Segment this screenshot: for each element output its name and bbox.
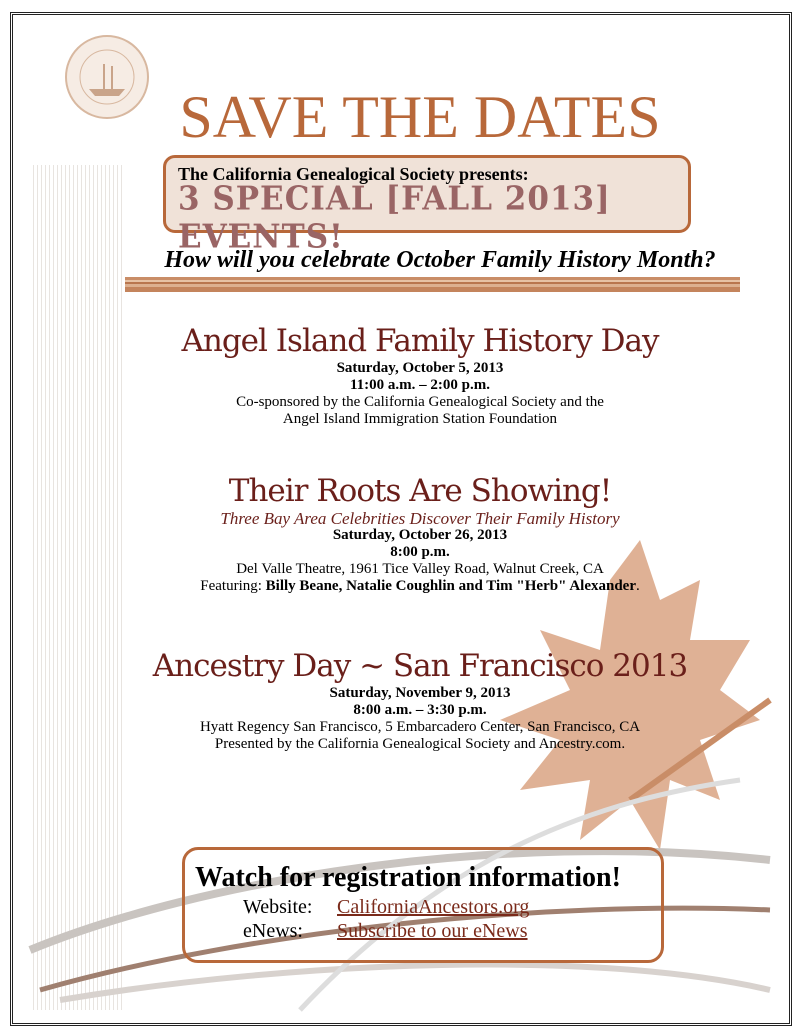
enews-subscribe-link[interactable]: Subscribe to our eNews (337, 920, 528, 942)
wood-divider (125, 277, 740, 292)
event-2 (130, 472, 710, 595)
event-subtitle: Three Bay Area Celebrities Discover Their Family History (220, 509, 620, 528)
event-time: 8:00 a.m. – 3:30 p.m. (353, 702, 487, 718)
event-1 (130, 322, 710, 428)
banner-line2: 3 SPECIAL [FALL 2013] EVENTS! (178, 180, 611, 256)
event-detail: Hyatt Regency San Francisco, 5 Embarcadero Center, San Francisco, CA (199, 719, 641, 735)
event-title: Their Roots Are Showing! (228, 473, 612, 509)
banner-line1: The California Genealogical Society presents: (178, 164, 529, 184)
enews-label: eNews: (243, 920, 303, 942)
presents-banner (163, 155, 691, 256)
period: . (635, 578, 640, 594)
event-title: Angel Island Family History Day (181, 323, 659, 359)
event-detail: Del Valle Theatre, 1961 Tice Valley Road, Walnut Creek, CA (236, 561, 604, 577)
event-date: Saturday, October 26, 2013 (332, 527, 508, 543)
website-label: Website: (243, 896, 313, 918)
website-link[interactable]: CaliforniaAncestors.org (337, 896, 530, 918)
registration-box (182, 847, 664, 963)
event-time: 8:00 p.m. (390, 544, 450, 560)
event-detail: Presented by the California Genealogical Society and Ancestry.com. (214, 736, 626, 752)
enews-row (243, 920, 528, 943)
event-3 (130, 647, 710, 753)
event-date: Saturday, November 9, 2013 (329, 685, 511, 701)
event-date: Saturday, October 5, 2013 (336, 360, 504, 376)
registration-heading: Watch for registration information! (195, 862, 621, 893)
event-time: 11:00 a.m. – 2:00 p.m. (350, 377, 490, 393)
featuring-label: Featuring: (200, 578, 266, 594)
event-detail: Co-sponsored by the California Genealogical Society and the (236, 394, 604, 410)
event-detail: Angel Island Immigration Station Foundation (282, 411, 558, 427)
question-heading: How will you celebrate October Family History Month? (164, 247, 716, 273)
event-featuring (130, 578, 710, 595)
featuring-names: Billy Beane, Natalie Coughlin and Tim "Herb" Alexander (265, 578, 636, 594)
website-row (243, 896, 529, 919)
page-title: SAVE THE DATES (179, 84, 661, 150)
event-title: Ancestry Day ~ San Francisco 2013 (152, 648, 688, 684)
